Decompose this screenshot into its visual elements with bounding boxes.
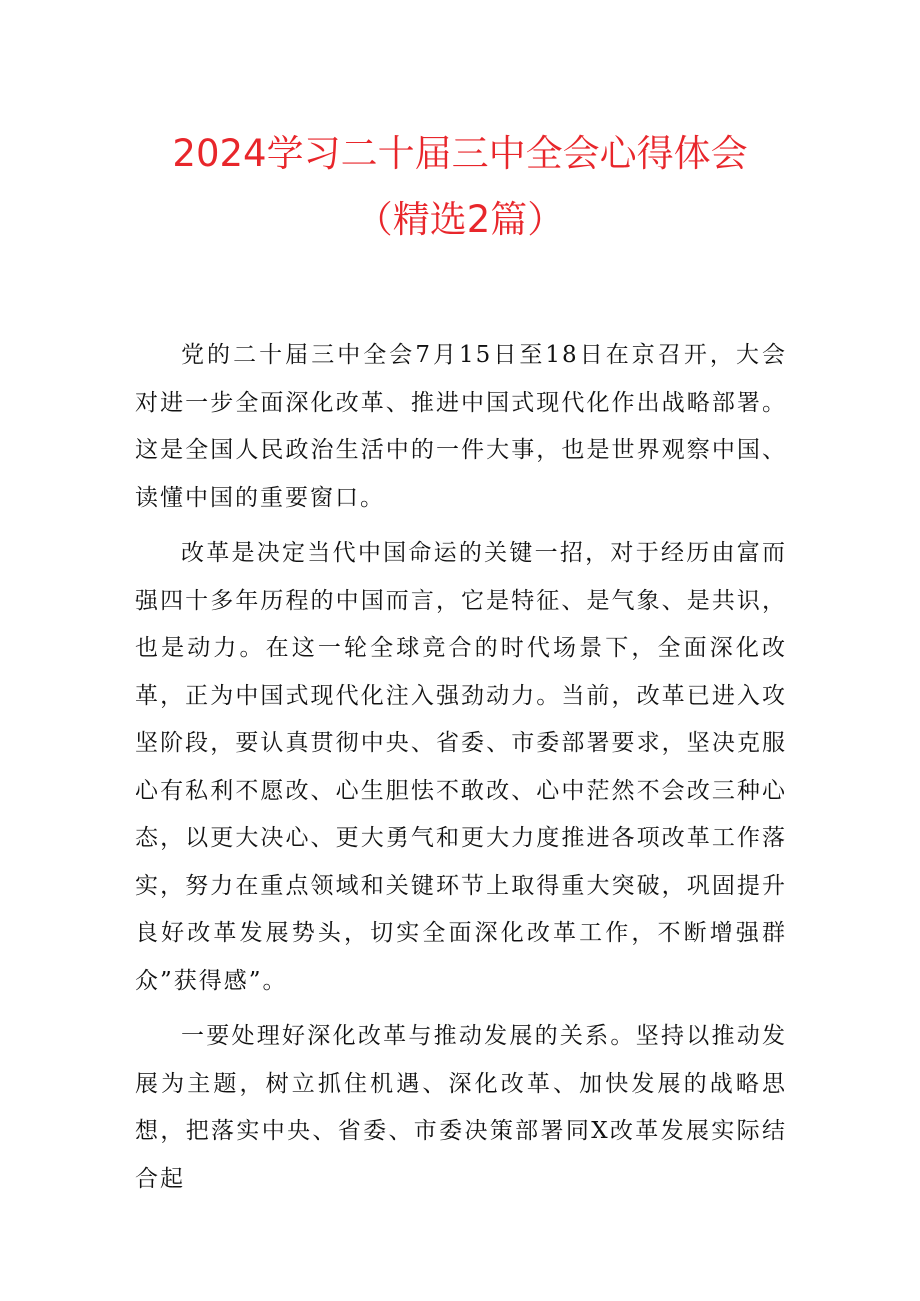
document-title: 2024学习二十届三中全会心得体会 [172, 132, 748, 175]
paragraph-1: 党的二十届三中全会7月15日至18日在京召开，大会对进一步全面深化改革、推进中国式现代化作出战略部署。这是全国人民政治生活中的一件大事，也是世界观察中国、读懂中国的重要窗口。 [135, 342, 787, 511]
paragraph-2: 改革是决定当代中国命运的关键一招，对于经历由富而强四十多年历程的中国而言，它是特征、是气象、是共识，也是动力。在这一轮全球竞合的时代场景下，全面深化改革，正为中国式现代化注入强劲动力。当前，改革已进入攻坚阶段，要认真贯彻中央、省委、市委部署要求，坚决克服心有私利不愿改、心生胆怯不敢改、心中茫然不会改三种心态，以更大决心、更大勇气和更大力度推进各项改革工作落实，努力在重点领域和关键环节上取得重大突破，巩固提升良好改革发展势头，切实全面深化改革工作，不断增强群众”获得感”。 [135, 540, 787, 994]
document-subtitle: （精选2篇） [355, 198, 565, 241]
document-body [135, 332, 787, 1211]
paragraph-3: 一要处理好深化改革与推动发展的关系。坚持以推动发展为主题，树立抓住机遇、深化改革、加快发展的战略思想，把落实中央、省委、市委决策部署同X改革发展实际结合起 [135, 1023, 787, 1192]
document-title-block [0, 126, 920, 248]
